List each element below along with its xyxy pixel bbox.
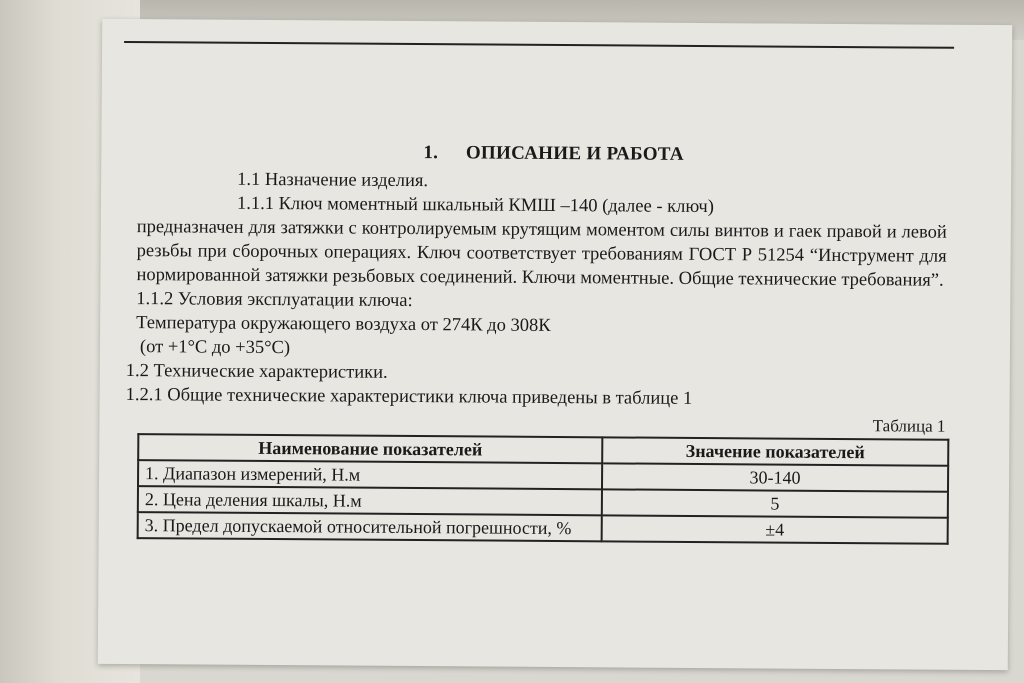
table-cell-name: 3. Предел допускаемой относительной погрешности, % (138, 512, 602, 541)
paragraph-1-2: 1.2 Технические характеристики. (125, 361, 388, 383)
paragraph-1-1-1-first-line: 1.1.1 Ключ моментный шкальный КМШ –140 (далее - ключ) (236, 193, 715, 218)
table-cell-value: ±4 (602, 515, 948, 543)
table-header-name: Наименование показателей (138, 434, 602, 463)
table-caption: Таблица 1 (872, 416, 946, 436)
paragraph-temperature-celsius: (от +1°С до +35°С) (139, 337, 291, 359)
paragraph-1-1-2: 1.1.2 Условия эксплуатации ключа: (136, 289, 413, 312)
table-cell-name: 2. Цена деления шкалы, Н.м (138, 486, 602, 515)
characteristics-table (137, 433, 950, 545)
body-text (125, 139, 948, 545)
paragraph-1-2-1: 1.2.1 Общие технические характеристики ключа приведены в таблице 1 (125, 385, 693, 409)
paragraph-1-1-1-body: предназначен для затяжки с контролируемым крутящим моментом силы винтов и гаек правой и левой резьбы при сборочных операциях. Ключ соответствует требованиям ГОСТ Р 51254 “Инструмент для нормированной затяжки резьбовых соединений. Ключи моментные. Общие технические требования”. (136, 217, 947, 291)
section-title: ОПИСАНИЕ И РАБОТА (465, 142, 684, 165)
table-cell-name: 1. Диапазон измерений, Н.м (138, 460, 602, 489)
table-header-value: Значение показателей (602, 437, 948, 465)
table-row (138, 512, 948, 544)
paragraph-temperature: Температура окружающего воздуха от 274К до 308К (136, 313, 551, 336)
document-page (98, 19, 1012, 670)
table-cell-value: 30-140 (602, 463, 948, 491)
header-rule (124, 41, 954, 49)
table-cell-value: 5 (602, 489, 948, 517)
section-heading (137, 139, 947, 169)
paragraph-1-1: 1.1 Назначение изделия. (237, 169, 429, 192)
section-number: 1. (423, 142, 439, 164)
